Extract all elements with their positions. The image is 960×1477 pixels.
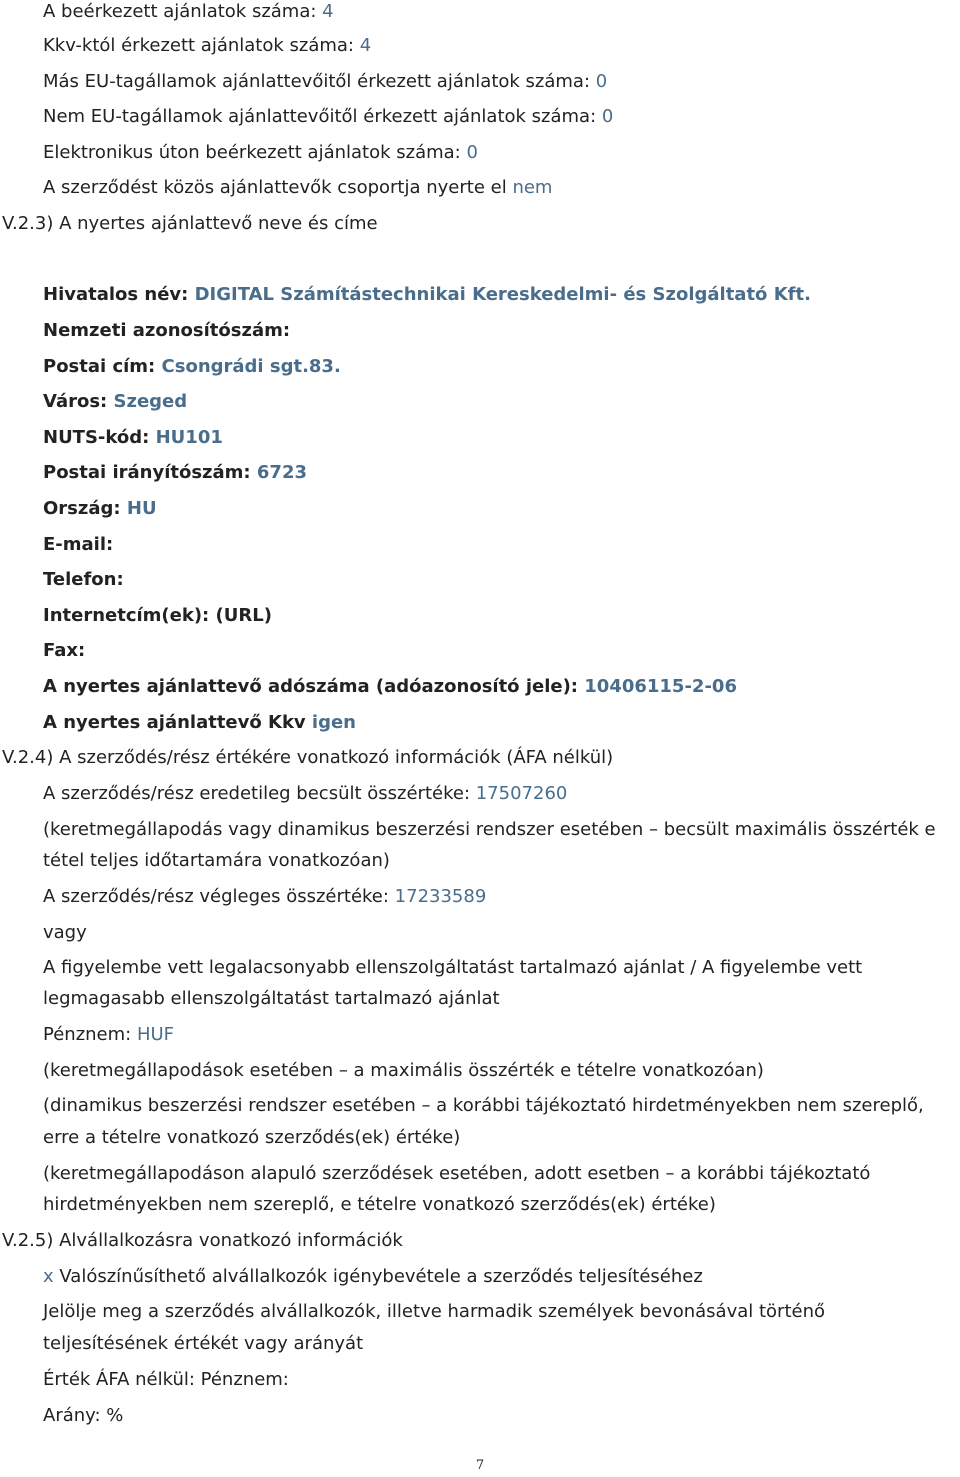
framework-max-note: (keretmegállapodások esetében – a maximális összérték e tételre vonatkozóan): [43, 1060, 764, 1081]
subcontract-mark-line1: Jelölje meg a szerződés alvállalkozók, illetve harmadik személyek bevonásával történő: [43, 1301, 825, 1322]
fax: Fax:: [43, 640, 86, 661]
joint-bidders: A szerződést közös ajánlattevők csoportja nyerte el nem: [43, 177, 553, 198]
count-electronic-offers: Elektronikus úton beérkezett ajánlatok száma: 0: [43, 142, 478, 163]
subcontract-mark-line2: teljesítésének értékét vagy arányát: [43, 1333, 364, 1354]
national-id: Nemzeti azonosítószám:: [43, 320, 291, 341]
internet-address: Internetcím(ek): (URL): [43, 605, 272, 626]
check-mark: x: [43, 1266, 54, 1287]
final-total: A szerződés/rész végleges összértéke: 17233589: [43, 886, 487, 907]
nuts-code: NUTS-kód: HU101: [43, 427, 223, 448]
email: E-mail:: [43, 534, 114, 555]
ratio: Arány: %: [43, 1405, 124, 1426]
count-non-eu-offers: Nem EU-tagállamok ajánlattevőitől érkezett ajánlatok száma: 0: [43, 106, 614, 127]
tax-number: A nyertes ajánlattevő adószáma (adóazonosító jele): 10406115-2-06: [43, 676, 737, 697]
framework-contracts-note-line1: (keretmegállapodáson alapuló szerződések esetében, adott esetben – a korábbi tájékoztató: [43, 1163, 871, 1184]
framework-note-line1: (keretmegállapodás vagy dinamikus beszerzési rendszer esetében – becsült maximális összérték e: [43, 819, 936, 840]
lowest-offer-line2: legmagasabb ellenszolgáltatást tartalmazó ajánlat: [43, 988, 500, 1009]
section-heading-v24: V.2.4) A szerződés/rész értékére vonatkozó információk (ÁFA nélkül): [2, 747, 614, 768]
or-text: vagy: [43, 922, 87, 943]
lowest-offer-line1: A figyelembe vett legalacsonyabb ellenszolgáltatást tartalmazó ajánlat / A figyelembe vett: [43, 957, 863, 978]
count-eu-offers: Más EU-tagállamok ajánlattevőitől érkezett ajánlatok száma: 0: [43, 71, 608, 92]
country: Ország: HU: [43, 498, 157, 519]
section-heading-v25: V.2.5) Alvállalkozásra vonatkozó információk: [2, 1230, 403, 1251]
official-name: Hivatalos név: DIGITAL Számítástechnikai Kereskedelmi- és Szolgáltató Kft.: [43, 284, 811, 305]
city: Város: Szeged: [43, 391, 188, 412]
count-sme-offers: Kkv-któl érkezett ajánlatok száma: 4: [43, 35, 372, 56]
subcontracting-checkbox: x Valószínűsíthető alvállalkozók igénybevétele a szerződés teljesítéséhez: [43, 1266, 703, 1287]
postal-code: Postai irányítószám: 6723: [43, 462, 308, 483]
section-heading-v23: V.2.3) A nyertes ajánlattevő neve és címe: [2, 213, 378, 234]
framework-note-line2: tétel teljes időtartamára vonatkozóan): [43, 850, 390, 871]
currency: Pénznem: HUF: [43, 1024, 175, 1045]
dps-note-line1: (dinamikus beszerzési rendszer esetében – a korábbi tájékoztató hirdetményekben nem szereplő,: [43, 1095, 924, 1116]
postal-address: Postai cím: Csongrádi sgt.83.: [43, 356, 341, 377]
page-number: 7: [475, 1458, 485, 1473]
value-without-vat: Érték ÁFA nélkül: Pénznem:: [43, 1369, 289, 1390]
count-offers: A beérkezett ajánlatok száma: 4: [43, 1, 334, 22]
estimated-total: A szerződés/rész eredetileg becsült összértéke: 17507260: [43, 783, 568, 804]
framework-contracts-note-line2: hirdetményekben nem szereplő, e tételre vonatkozó szerződés(ek) értéke): [43, 1194, 716, 1215]
winner-sme: A nyertes ajánlattevő Kkv igen: [43, 712, 356, 733]
dps-note-line2: erre a tételre vonatkozó szerződés(ek) értéke): [43, 1127, 461, 1148]
phone: Telefon:: [43, 569, 124, 590]
